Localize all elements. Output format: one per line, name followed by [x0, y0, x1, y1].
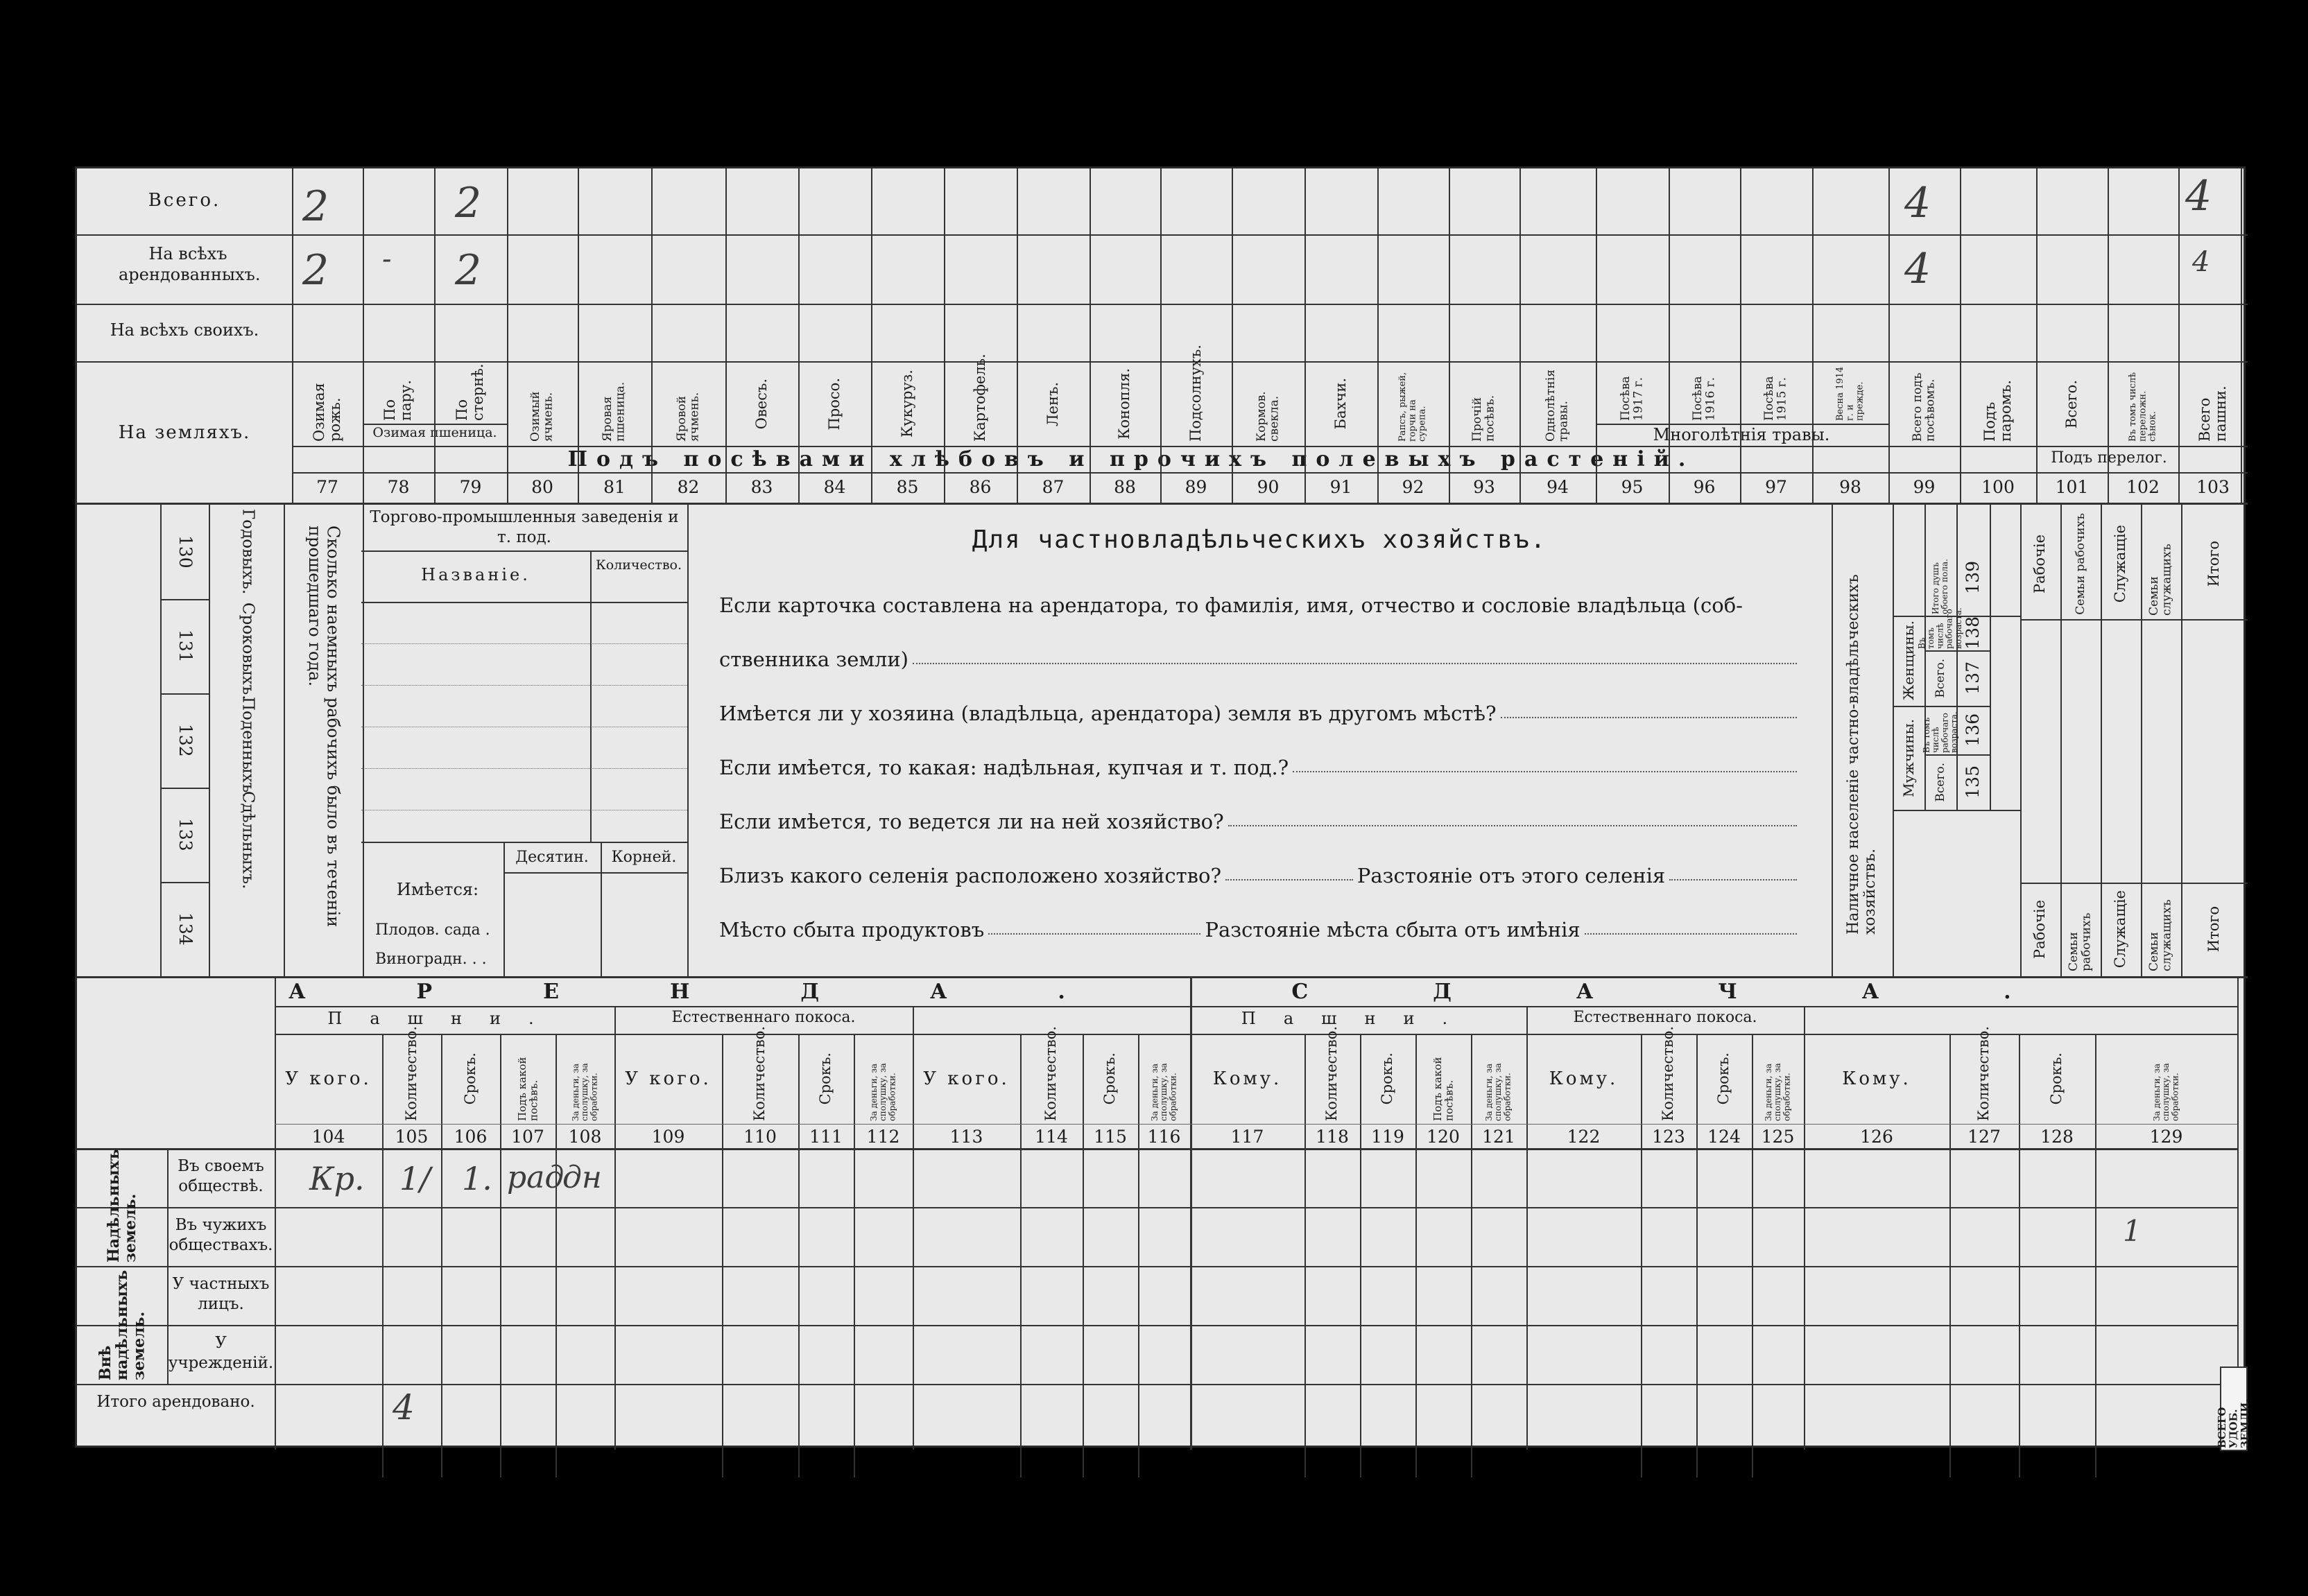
lease-col-number-124: 124 — [1707, 1127, 1741, 1147]
column-label-77: Озимая рожь. — [310, 383, 343, 442]
column-label-86: Картофель. — [971, 354, 988, 442]
lease-header-119: Срокъ. — [1379, 1052, 1396, 1105]
lease-col-number-120: 120 — [1427, 1127, 1460, 1147]
column-label-81: Яровая пшеница. — [601, 381, 628, 442]
column-label-101: Всего. — [2062, 379, 2080, 428]
sown-banner: Подъ посѣвами хлѣбовъ и прочихъ полевыхъ растенiй. — [567, 447, 1695, 471]
row-label-na-zemlyakh: На земляхъ. — [118, 422, 251, 443]
question-1a: Если карточка составлена на арендатора, то фамилiя, имя, отчество и сословiе владѣльца (соб- — [719, 593, 1743, 617]
hired-col-number-131: 131 — [175, 630, 196, 663]
lease-col-number-105: 105 — [395, 1127, 429, 1147]
column-header — [1519, 364, 1596, 444]
lease-col-number-127: 127 — [1967, 1127, 2001, 1147]
lease-col-number-125: 125 — [1761, 1127, 1795, 1147]
lease-col-number-113: 113 — [949, 1127, 983, 1147]
private-farms-title: Для частновладѣльческихъ хозяйствъ. — [972, 526, 1547, 554]
column-divider — [2108, 168, 2109, 503]
column-number-78: 78 — [387, 477, 410, 497]
population-title: Наличное населенiе частно-владѣльческихъ хозяйствъ. — [1844, 574, 1879, 935]
pop-col-number-136: 136 — [1963, 713, 1983, 747]
column-label-91: Бахчи. — [1332, 378, 1349, 430]
column-header — [1232, 364, 1304, 444]
pop-col-number-138: 138 — [1963, 616, 1983, 650]
handwritten-r1-105: 1/ — [399, 1160, 431, 1197]
column-label-83: Овесъ. — [752, 378, 770, 430]
column-number-87: 87 — [1042, 477, 1065, 497]
column-number-79: 79 — [459, 477, 482, 497]
column-label-103: Всего пашни. — [2196, 385, 2229, 442]
lease-header-127: Количество. — [1975, 1025, 1992, 1121]
column-divider — [1017, 168, 1018, 503]
column-label-93: Прочiй посѣвъ. — [1470, 394, 1497, 442]
lease-col-number-123: 123 — [1652, 1127, 1685, 1147]
column-number-86: 86 — [969, 477, 992, 497]
population-block — [1832, 505, 2022, 976]
lease-col-number-110: 110 — [743, 1127, 777, 1147]
lease-header-117: Кому. — [1212, 1068, 1282, 1089]
lease-col-number-112: 112 — [866, 1127, 900, 1147]
answer-market-line[interactable] — [988, 933, 1200, 935]
trade-qty-header: Количество. — [595, 557, 682, 573]
column-divider — [578, 168, 579, 503]
column-divider — [871, 168, 872, 503]
column-divider — [944, 168, 945, 503]
column-label-96: Посѣва 1916 г. — [1690, 376, 1718, 421]
handwritten-r1-108: дн — [562, 1160, 602, 1195]
vne-group-label: Внѣ надѣльныхъ земель. — [96, 1269, 148, 1380]
has-label: Имѣется: — [396, 880, 479, 899]
workers-col-bottom-3: Семьи служащихъ — [2147, 899, 2174, 971]
column-divider — [1449, 168, 1450, 503]
column-divider — [1377, 168, 1379, 503]
column-number-102: 102 — [2126, 477, 2160, 497]
lease-col-number-126: 126 — [1860, 1127, 1893, 1147]
lease-col-number-122: 122 — [1567, 1127, 1601, 1147]
orchard-label: Плодов. сада . — [375, 921, 490, 939]
answer-market-distance-line[interactable] — [1585, 933, 1797, 935]
handwritten-vsego-79: 2 — [455, 179, 482, 227]
lease-row-label-1: Въ чужихъ обществахъ. — [169, 1216, 273, 1254]
lease-col-number-115: 115 — [1094, 1127, 1127, 1147]
column-divider — [1669, 168, 1670, 503]
answer-village-line[interactable] — [1225, 879, 1353, 881]
group-mnogoletnie-travy: Многолѣтнiя травы. — [1653, 425, 1830, 444]
column-number-90: 90 — [1257, 477, 1280, 497]
hired-col-label-131: Сроковыхъ. — [239, 602, 257, 700]
group-pod-perelog: Подъ перелог. — [2051, 449, 2167, 467]
stamp-vsego-udob: ВСЕГО УДОБ. ЗЕМЛИ. — [2216, 1398, 2252, 1448]
question-5a: Близъ какого селенiя расположено хозяйство? — [719, 864, 1222, 887]
column-label-100: Подъ паромъ. — [1981, 380, 2014, 442]
answer-village-distance-line[interactable] — [1669, 879, 1797, 881]
pop-col-label-139: Итого душъ обоего пола. — [1930, 559, 1949, 614]
pop-men-label: Мужчины. — [1900, 718, 1917, 797]
column-label-79: По стернѣ. — [454, 363, 487, 421]
row-label-column — [77, 168, 293, 503]
hired-col-label-133: Сдѣльныхъ. — [239, 791, 257, 890]
sdacha-pokos: Естественнаго покоса. — [1573, 1009, 1757, 1026]
column-header — [2036, 364, 2108, 444]
column-header — [1669, 364, 1740, 423]
handwritten-vsego-77: 2 — [302, 182, 329, 231]
lease-header-129: За деньги, за сполушку, за обработки. — [2151, 1063, 2180, 1121]
column-divider — [363, 168, 364, 503]
arenda-pokos: Естественнаго покоса. — [671, 1009, 856, 1026]
handwritten-arend-79: 2 — [455, 246, 482, 295]
lease-col-number-106: 106 — [454, 1127, 488, 1147]
lease-header-106: Срокъ. — [461, 1052, 479, 1105]
column-label-89: Подсолнухъ. — [1187, 345, 1204, 442]
trade-block — [361, 505, 689, 976]
pop-col-number-135: 135 — [1963, 765, 1983, 799]
column-label-78: По пару. — [381, 380, 415, 421]
column-label-98: Весна 1914 г. и прежде. — [1834, 366, 1866, 421]
column-header — [507, 364, 578, 444]
workers-block — [2020, 505, 2248, 976]
column-divider — [1304, 168, 1306, 503]
column-label-84: Просо. — [825, 377, 843, 431]
column-header — [292, 364, 363, 444]
lease-header-111: Срокъ. — [817, 1052, 834, 1105]
column-label-87: Ленъ. — [1044, 381, 1061, 426]
column-divider — [651, 168, 653, 503]
lease-header-121: За деньги, за сполушку, за обработки. — [1484, 1063, 1513, 1121]
workers-col-top-3: Семьи служащихъ — [2147, 544, 2174, 616]
handwritten-r1-104: Кр. — [309, 1160, 365, 1197]
column-divider — [1090, 168, 1091, 503]
handwritten-r2-129: 1 — [2123, 1214, 2142, 1248]
hired-title: Сколько наемныхъ рабочихъ было въ теченiи прошедшаго года. — [305, 526, 343, 928]
middle-section — [77, 505, 2248, 976]
lease-header-126: Кому. — [1842, 1068, 1911, 1089]
handwritten-arend-103: 4 — [2192, 246, 2210, 278]
column-header — [944, 354, 1017, 444]
lease-col-number-121: 121 — [1482, 1127, 1515, 1147]
question-3: Если имѣется, то какая: надѣльная, купчая и т. под.? — [719, 756, 1289, 779]
column-divider — [2036, 168, 2038, 503]
column-header — [871, 364, 944, 444]
lease-col-number-119: 119 — [1371, 1127, 1404, 1147]
column-number-85: 85 — [896, 477, 919, 497]
column-label-90: Кормов. свекла. — [1254, 391, 1282, 442]
column-header — [725, 364, 798, 444]
column-label-97: Посѣва 1915 г. — [1762, 376, 1789, 421]
column-number-101: 101 — [2055, 477, 2089, 497]
lease-col-number-107: 107 — [511, 1127, 544, 1147]
vineyard-label: Виноградн. . . — [375, 951, 487, 968]
column-number-103: 103 — [2196, 477, 2230, 497]
pop-col-label-136: Въ томъ числѣ рабочаго возраста. — [1921, 711, 1959, 753]
hired-col-label-132: Поденныхъ. — [239, 697, 257, 798]
lease-header-107: Подъ какой посѣвъ. — [515, 1057, 540, 1121]
trade-title: Торгово-промышленныя заведенiя и т. под. — [370, 508, 679, 546]
workers-col-top-4: Итого — [2205, 540, 2223, 587]
handwritten-arend-77: 2 — [302, 246, 329, 295]
pop-col-number-137: 137 — [1963, 661, 1983, 695]
column-number-82: 82 — [677, 477, 700, 497]
lease-col-number-116: 116 — [1147, 1127, 1181, 1147]
handwritten-arend-78: - — [382, 243, 392, 275]
pop-women-label: Женщины. — [1900, 621, 1917, 701]
column-label-94: Однолѣтнiя травы. — [1544, 370, 1571, 442]
column-header — [434, 364, 507, 423]
workers-col-top-0: Рабочiе — [2031, 534, 2049, 593]
lease-header-110: Количество. — [751, 1025, 768, 1121]
column-divider — [434, 168, 436, 503]
trade-name-header: Названiе. — [421, 565, 531, 584]
lease-col-number-117: 117 — [1230, 1127, 1264, 1147]
hired-col-number-134: 134 — [175, 912, 196, 946]
column-header — [1812, 364, 1888, 423]
handwritten-vsego-103: 4 — [2185, 172, 2212, 220]
workers-col-top-1: Семьи рабочихъ — [2073, 512, 2087, 615]
lease-header-104: У кого. — [285, 1068, 372, 1089]
workers-col-bottom-1: Семьи рабочихъ — [2067, 912, 2094, 971]
lease-col-number-118: 118 — [1316, 1127, 1349, 1147]
column-number-95: 95 — [1621, 477, 1644, 497]
row-label-svoikh: На всѣхъ своихъ. — [110, 320, 259, 340]
column-label-102: Въ томъ числѣ переложн. сѣнок. — [2127, 372, 2158, 442]
pop-col-number-139: 139 — [1963, 561, 1983, 594]
answer-owner-line[interactable] — [913, 663, 1797, 664]
workers-col-bottom-0: Рабочiе — [2031, 900, 2049, 959]
column-number-94: 94 — [1547, 477, 1569, 497]
column-divider — [2178, 168, 2180, 503]
column-number-91: 91 — [1329, 477, 1352, 497]
column-number-81: 81 — [603, 477, 626, 497]
census-card — [75, 166, 2252, 1448]
sdacha-title: СДАЧА. — [1291, 980, 2136, 1004]
lease-header-125: За деньги, за сполушку, за обработки. — [1763, 1063, 1792, 1121]
lease-header-124: Срокъ. — [1715, 1052, 1732, 1105]
answer-land-type-line[interactable] — [1293, 771, 1797, 772]
column-number-98: 98 — [1839, 477, 1861, 497]
column-header — [1740, 364, 1812, 423]
column-header — [1596, 364, 1669, 423]
question-6a: Мѣсто сбыта продуктовъ — [719, 918, 985, 942]
column-number-99: 99 — [1913, 477, 1936, 497]
column-divider — [798, 168, 800, 503]
lease-row-label-3: У учрежденiй. — [168, 1334, 274, 1372]
workers-col-bottom-4: Итого — [2205, 906, 2223, 953]
column-label-85: Кукуруз. — [898, 370, 915, 438]
arenda-title: АРЕНДА. — [288, 980, 1176, 1004]
column-divider — [292, 168, 293, 503]
private-farms-block — [687, 505, 1833, 976]
korney-header: Корней. — [611, 849, 677, 866]
pop-col-label-135: Всего. — [1933, 762, 1947, 802]
handwritten-r1-106: 1. — [462, 1160, 492, 1197]
workers-col-bottom-2: Служащiе — [2112, 890, 2129, 969]
lease-header-113: У кого. — [923, 1068, 1010, 1089]
column-divider — [1740, 168, 1741, 503]
column-number-88: 88 — [1114, 477, 1136, 497]
column-number-96: 96 — [1693, 477, 1716, 497]
nadel-group-label: Надѣльныхъ земель. — [104, 1149, 139, 1263]
column-divider — [507, 168, 508, 503]
column-label-92: Рапсъ, рыжей, горчи на сурепа. — [1397, 372, 1428, 442]
column-number-84: 84 — [823, 477, 846, 497]
column-header — [363, 364, 434, 423]
column-number-83: 83 — [750, 477, 773, 497]
lease-header-122: Кому. — [1549, 1068, 1619, 1089]
lease-header-112: За деньги, за сполушку, за обработки. — [868, 1063, 897, 1121]
column-label-82: Яровой ячмень. — [674, 392, 702, 442]
group-ozimaya-pshenitsa: Озимая пшеница. — [372, 425, 497, 440]
handwritten-vsego-99: 4 — [1904, 179, 1931, 227]
handwritten-itogo-105: 4 — [393, 1387, 415, 1428]
lease-col-number-129: 129 — [2149, 1127, 2183, 1147]
column-label-88: Конопля. — [1116, 368, 1133, 440]
lease-col-number-114: 114 — [1035, 1127, 1068, 1147]
hired-col-number-133: 133 — [175, 818, 196, 851]
column-label-95: Посѣва 1917 г. — [1618, 376, 1646, 421]
question-4: Если имѣется, то ведется ли на ней хозяйство? — [719, 810, 1224, 833]
column-divider — [1232, 168, 1233, 503]
lease-col-number-128: 128 — [2040, 1127, 2074, 1147]
column-header — [1160, 345, 1232, 444]
lease-header-114: Количество. — [1042, 1025, 1060, 1121]
lease-header-118: Количество. — [1323, 1025, 1341, 1121]
hired-col-number-130: 130 — [175, 535, 196, 569]
column-header — [1304, 364, 1377, 444]
lease-col-number-104: 104 — [311, 1127, 345, 1147]
lease-col-number-109: 109 — [651, 1127, 685, 1147]
pop-col-label-138: Въ томъ числѣ рабочаго возраста. — [1917, 607, 1963, 649]
lease-col-number-111: 111 — [809, 1127, 843, 1147]
column-divider — [725, 168, 727, 503]
lease-table — [77, 978, 2252, 1450]
column-header — [651, 364, 725, 444]
column-header — [578, 364, 651, 444]
question-5b: Разстоянiе отъ этого селенiя — [1357, 864, 1666, 887]
column-header — [798, 364, 871, 444]
column-number-97: 97 — [1765, 477, 1787, 497]
answer-farming-line[interactable] — [1228, 825, 1797, 826]
arenda-pashni: Пашни. — [327, 1009, 562, 1028]
column-number-93: 93 — [1473, 477, 1495, 497]
lease-header-120: Подъ какой посѣвъ. — [1431, 1057, 1455, 1121]
lease-row-label-4: Итого арендовано. — [96, 1393, 255, 1411]
column-header — [2108, 364, 2178, 444]
answer-other-land-line[interactable] — [1501, 717, 1798, 718]
column-header — [1377, 364, 1449, 444]
question-1b: ственника земли) — [719, 648, 908, 671]
column-divider — [1960, 168, 1961, 503]
row-label-vsego: Всего. — [148, 190, 221, 211]
pop-col-label-137: Всего. — [1933, 658, 1947, 698]
column-header — [1017, 364, 1090, 444]
column-number-92: 92 — [1402, 477, 1424, 497]
lease-header-108: За деньги, за сполушку, за обработки. — [570, 1063, 599, 1121]
desyatin-header: Десятин. — [515, 849, 589, 866]
workers-col-top-2: Служащiе — [2112, 524, 2129, 603]
sown-area-table — [77, 168, 2248, 503]
column-number-80: 80 — [531, 477, 553, 497]
column-divider — [1519, 168, 1521, 503]
handwritten-arend-99: 4 — [1904, 245, 1931, 293]
row-label-arendovannykh: На всѣхъ арендованныхъ. — [119, 244, 261, 284]
column-number-89: 89 — [1185, 477, 1207, 497]
lease-col-number-108: 108 — [568, 1127, 602, 1147]
lease-header-105: Количество. — [402, 1025, 420, 1121]
column-divider — [1812, 168, 1814, 503]
sdacha-pashni: Пашни. — [1241, 1009, 1476, 1028]
column-header — [1888, 364, 1960, 444]
lease-row-label-2: У частныхъ лицъ. — [172, 1275, 270, 1313]
column-header — [1960, 364, 2036, 444]
question-2: Имѣется ли у хозяина (владѣльца, арендатора) земля въ другомъ мѣстѣ? — [719, 702, 1497, 725]
column-label-99: Всего подъ посѣвомъ. — [1910, 372, 1938, 442]
column-number-77: 77 — [316, 477, 338, 497]
hired-col-number-132: 132 — [175, 724, 196, 757]
lease-header-116: За деньги, за сполушку, за обработки. — [1149, 1063, 1178, 1121]
lease-row-label-0: Въ своемъ обществѣ. — [178, 1157, 264, 1195]
column-divider — [1596, 168, 1597, 503]
column-number-100: 100 — [1981, 477, 2015, 497]
lease-header-123: Количество. — [1660, 1025, 1677, 1121]
lease-header-128: Срокъ. — [2048, 1052, 2065, 1105]
lease-header-115: Срокъ. — [1101, 1052, 1119, 1105]
column-label-80: Озимый ячмень. — [528, 391, 556, 442]
column-header — [1449, 364, 1519, 444]
question-6b: Разстоянiе мѣста сбыта отъ имѣнiя — [1205, 918, 1581, 942]
column-header — [1090, 364, 1160, 444]
lease-header-109: У кого. — [625, 1068, 712, 1089]
column-divider — [1160, 168, 1162, 503]
column-divider — [1888, 168, 1890, 503]
column-header — [2178, 364, 2248, 444]
handwritten-r1-107: рад — [507, 1160, 565, 1195]
hired-col-label-130: Годовыхъ. — [239, 509, 257, 595]
